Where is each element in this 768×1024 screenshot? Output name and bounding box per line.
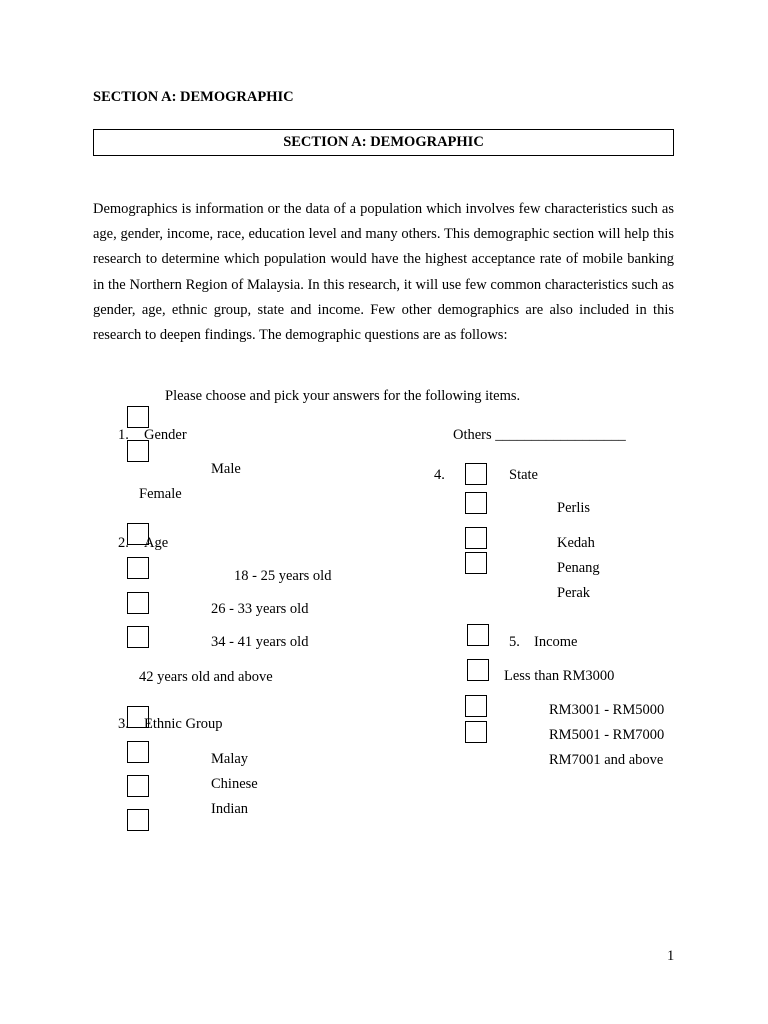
option-label-perlis: Perlis (557, 500, 591, 516)
question-label-state: State (509, 467, 538, 483)
option-label-penang: Penang (557, 560, 600, 576)
option-label-26-33: 26 - 33 years old (211, 601, 309, 617)
income-checkbox-7001-above[interactable] (465, 721, 487, 743)
option-label-7001-above: RM7001 and above (549, 752, 664, 768)
question-number-gender: 1. (118, 427, 129, 443)
ethnic-checkbox-indian[interactable] (127, 775, 149, 797)
question-label-age: Age (144, 535, 169, 551)
state-checkbox-penang[interactable] (465, 527, 487, 549)
option-label-18-25: 18 - 25 years old (234, 568, 332, 584)
option-label-indian: Indian (211, 801, 249, 817)
question-label-ethnic: Ethnic Group (144, 716, 223, 732)
ethnic-checkbox-others[interactable] (127, 809, 149, 831)
age-checkbox-42-above[interactable] (127, 626, 149, 648)
gender-checkbox-male[interactable] (127, 406, 149, 428)
question-label-gender: Gender (144, 427, 187, 443)
option-label-female: Female (139, 486, 182, 502)
instruction-text: Please choose and pick your answers for the following items. (165, 388, 521, 404)
option-label-perak: Perak (557, 585, 591, 601)
income-checkbox-5001-7000[interactable] (465, 695, 487, 717)
option-label-less-3000: Less than RM3000 (504, 668, 615, 684)
question-label-income: Income (534, 634, 578, 650)
state-checkbox-kedah[interactable] (465, 492, 487, 514)
option-label-3001-5000: RM3001 - RM5000 (549, 702, 665, 718)
question-number-income: 5. (509, 634, 520, 650)
question-number-state: 4. (434, 467, 445, 483)
option-label-34-41: 34 - 41 years old (211, 634, 309, 650)
age-checkbox-26-33[interactable] (127, 557, 149, 579)
option-label-others: Others __________________ (453, 427, 626, 443)
option-label-42-above: 42 years old and above (139, 669, 273, 685)
state-checkbox-perak[interactable] (465, 552, 487, 574)
question-number-ethnic: 3. (118, 716, 129, 732)
state-checkbox-perlis[interactable] (465, 463, 487, 485)
ethnic-checkbox-chinese[interactable] (127, 741, 149, 763)
section-heading: SECTION A: DEMOGRAPHIC (93, 89, 294, 105)
age-checkbox-34-41[interactable] (127, 592, 149, 614)
intro-paragraph: Demographics is information or the data of a population which involves few characteristics such as age, gender, income, race, education level and many others. This demographic section will help this research to determine which population would have the highest acceptance rate of mobile banking in the Northern Region of Malaysia. In this research, it will use few common characteristics such as gender, age, ethnic group, state and income. Few other demographics are also included in this research to deepen findings. The demographic questions are as follows: (93, 201, 674, 344)
income-checkbox-less-3000[interactable] (467, 624, 489, 646)
option-label-5001-7000: RM5001 - RM7000 (549, 727, 665, 743)
question-number-age: 2. (118, 535, 129, 551)
income-checkbox-3001-5000[interactable] (467, 659, 489, 681)
section-title-box (93, 129, 674, 156)
section-title: SECTION A: DEMOGRAPHIC (283, 134, 484, 150)
option-label-male: Male (211, 461, 241, 477)
page-number: 1 (667, 948, 675, 964)
option-label-kedah: Kedah (557, 535, 595, 551)
option-label-chinese: Chinese (211, 776, 258, 792)
option-label-malay: Malay (211, 751, 249, 767)
